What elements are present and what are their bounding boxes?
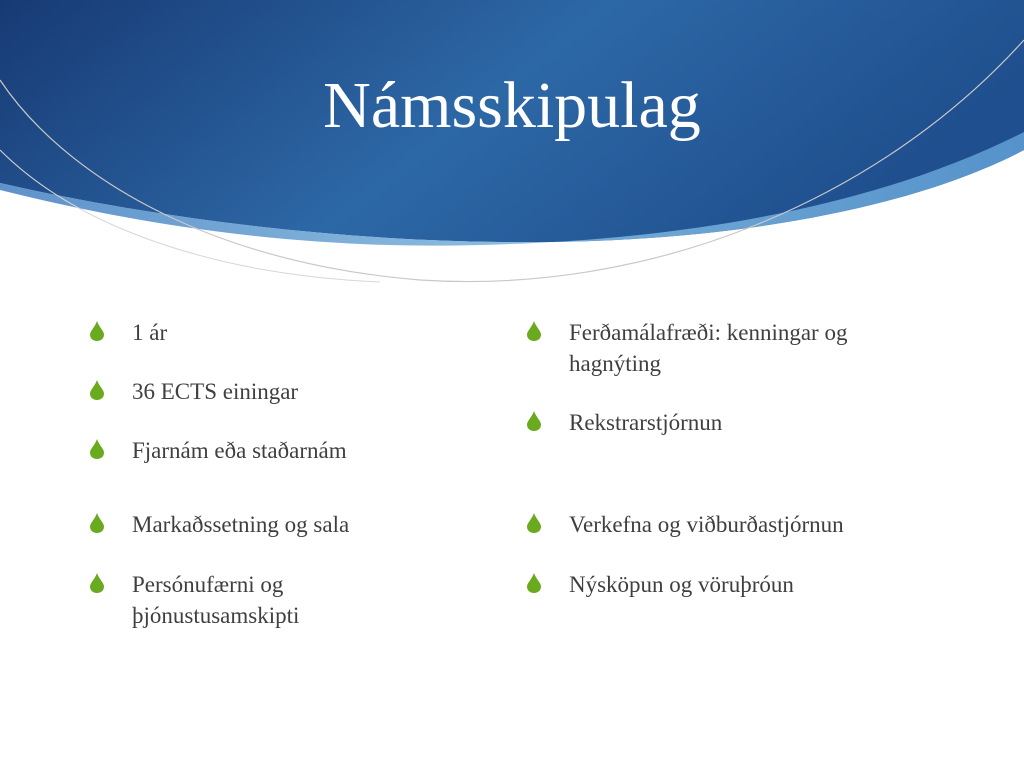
left-column-bottom [90,509,420,631]
drop-bullet-icon [527,513,541,533]
list-item-text: Markaðssetning og sala [132,512,350,537]
list-item-text: Persónufærni og þjónustusamskipti [132,572,300,628]
list-item [90,435,500,466]
left-column-top [90,317,500,466]
right-column-top [527,317,927,438]
drop-bullet-icon [527,411,541,431]
right-column-bottom [527,509,947,600]
list-item [90,317,500,348]
drop-bullet-icon [90,573,104,593]
drop-bullet-icon [527,321,541,341]
header-background [0,0,1024,300]
list-item-text: Verkefna og viðburðastjórnun [569,512,844,537]
list-item [90,569,420,631]
list-item [527,407,927,438]
list-item [527,569,947,600]
list-item [90,509,420,540]
list-item [527,509,947,540]
drop-bullet-icon [90,321,104,341]
slide-title: Námsskipulag [323,69,701,142]
list-item-text: 36 ECTS einingar [132,379,299,404]
list-item-text: Nýsköpun og vöruþróun [569,572,794,597]
list-item-text: Ferðamálafræði: kenningar og hagnýting [569,320,848,376]
list-item-text: 1 ár [132,320,168,345]
list-item-text: Fjarnám eða staðarnám [132,438,347,463]
drop-bullet-icon [90,380,104,400]
list-item [90,376,500,407]
drop-bullet-icon [90,513,104,533]
list-item [527,317,927,379]
list-item-text: Rekstrarstjórnun [569,410,723,435]
drop-bullet-icon [527,573,541,593]
drop-bullet-icon [90,439,104,459]
